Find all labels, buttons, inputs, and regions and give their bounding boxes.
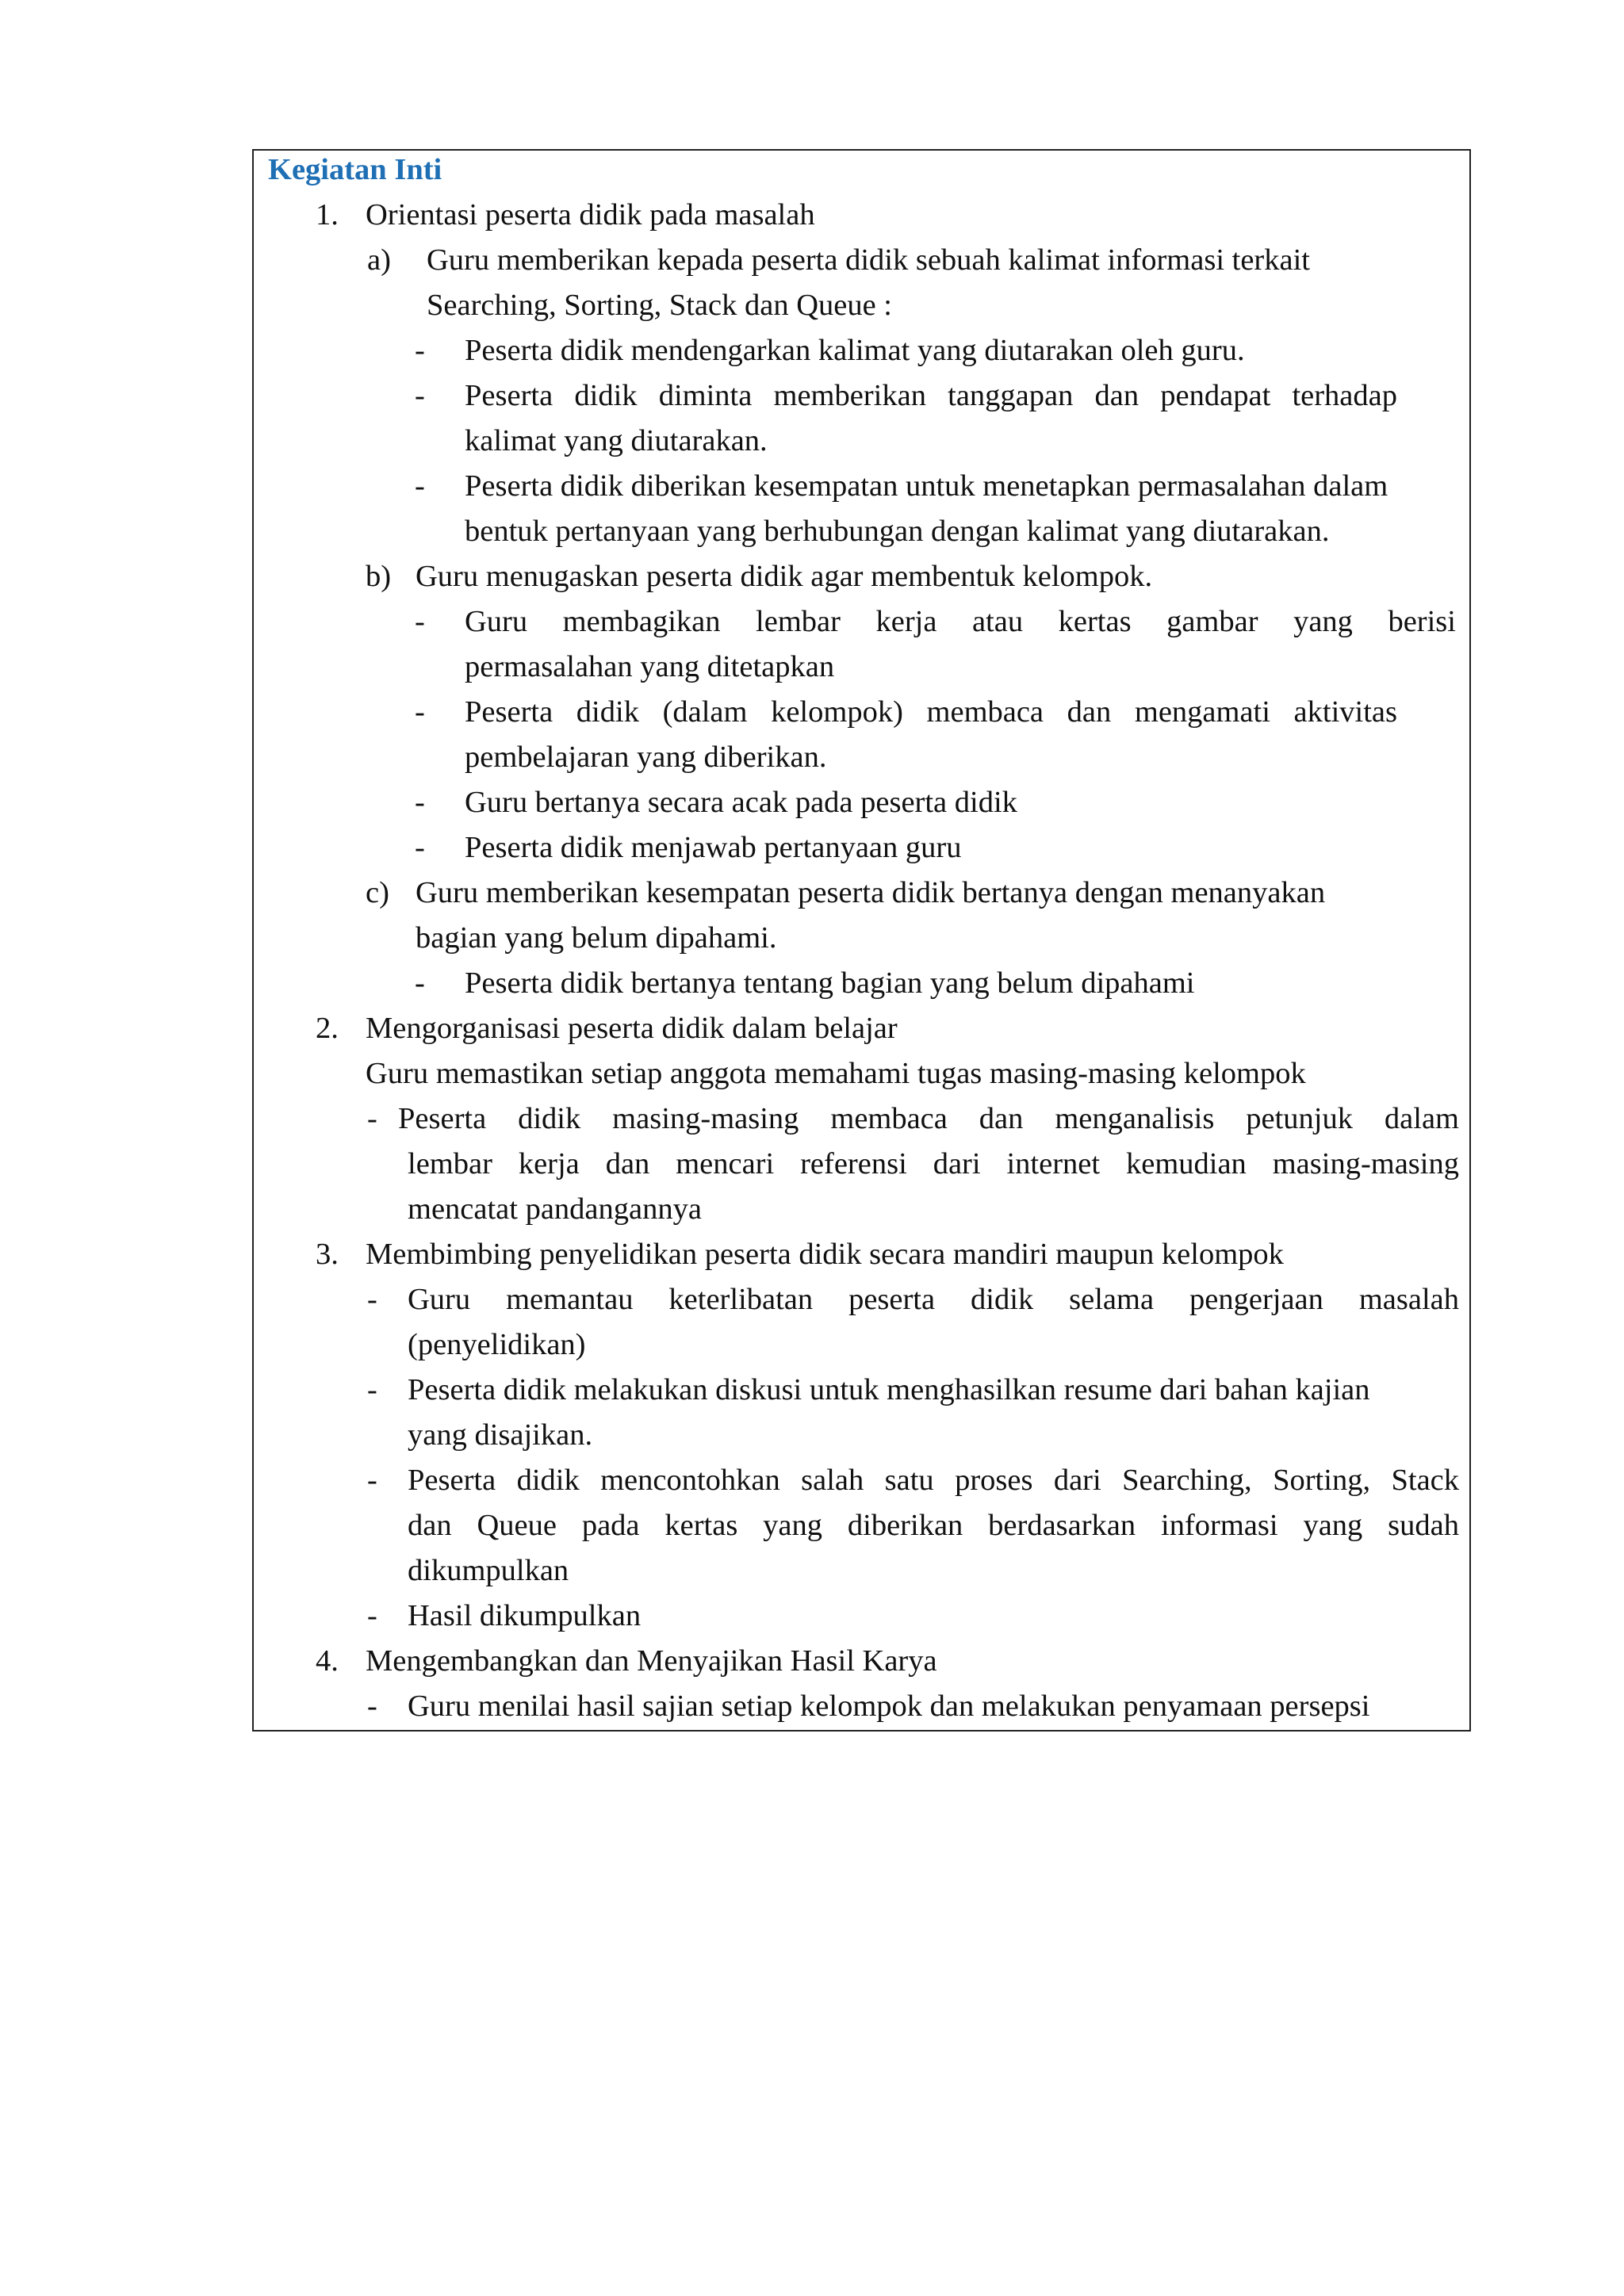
bullet-text-line: Peserta didik masing-masing membaca dan menganalisis petunjuk dalam (398, 1102, 1459, 1135)
step-3-number: 3. (316, 1238, 339, 1271)
sub-c-text-line: bagian yang belum dipahami. (416, 921, 777, 955)
bullet-text-line: dan Queue pada kertas yang diberikan berdasarkan informasi yang sudah (408, 1509, 1459, 1542)
bullet-text-line: Peserta didik bertanya tentang bagian yang belum dipahami (465, 966, 1195, 1000)
bullet-text-line: mencatat pandangannya (408, 1192, 702, 1226)
bullet-dash: - (367, 1373, 377, 1406)
bullet-dash: - (415, 605, 425, 638)
bullet-dash: - (367, 1283, 377, 1316)
bullet-dash: - (415, 379, 425, 412)
step-4-number: 4. (316, 1644, 339, 1678)
bullet-dash: - (367, 1599, 377, 1632)
bullet-text-line: (penyelidikan) (408, 1328, 586, 1361)
bullet-text-line: Peserta didik (dalam kelompok) membaca dan mengamati aktivitas (465, 695, 1397, 729)
bullet-dash: - (367, 1102, 377, 1135)
bullet-text-line: Hasil dikumpulkan (408, 1599, 642, 1632)
bullet-text-line: bentuk pertanyaan yang berhubungan dengan kalimat yang diutarakan. (465, 515, 1330, 548)
step-1-title: Orientasi peserta didik pada masalah (366, 198, 815, 232)
sub-c-letter: c) (366, 876, 389, 909)
bullet-dash: - (415, 469, 425, 503)
step-2-title: Mengorganisasi peserta didik dalam belajar (366, 1012, 898, 1045)
sub-a-text-line: Searching, Sorting, Stack dan Queue : (427, 289, 892, 322)
bullet-text-line: permasalahan yang ditetapkan (465, 650, 835, 683)
sub-a-letter: a) (367, 243, 391, 277)
step-1-number: 1. (316, 198, 339, 232)
step-3-title: Membimbing penyelidikan peserta didik secara mandiri maupun kelompok (366, 1238, 1284, 1271)
bullet-text-line: pembelajaran yang diberikan. (465, 740, 827, 774)
bullet-dash: - (367, 1464, 377, 1497)
bullet-text-line: Guru menilai hasil sajian setiap kelompok dan melakukan penyamaan persepsi (408, 1689, 1370, 1723)
sub-c-text-line: Guru memberikan kesempatan peserta didik bertanya dengan menanyakan (416, 876, 1326, 909)
bullet-text-line: Peserta didik menjawab pertanyaan guru (465, 831, 962, 864)
bullet-text-line: Peserta didik mencontohkan salah satu proses dari Searching, Sorting, Stack (408, 1464, 1459, 1497)
bullet-text-line: Guru memantau keterlibatan peserta didik selama pengerjaan masalah (408, 1283, 1459, 1316)
bullet-text-line: yang disajikan. (408, 1418, 593, 1452)
bullet-text-line: Peserta didik melakukan diskusi untuk menghasilkan resume dari bahan kajian (408, 1373, 1370, 1406)
bullet-dash: - (367, 1689, 377, 1723)
bullet-dash: - (415, 831, 425, 864)
step-2-text: Guru memastikan setiap anggota memahami tugas masing-masing kelompok (366, 1057, 1306, 1090)
bullet-text-line: Peserta didik diberikan kesempatan untuk menetapkan permasalahan dalam (465, 469, 1388, 503)
bullet-text-line: Guru bertanya secara acak pada peserta didik (465, 786, 1017, 819)
bullet-text-line: kalimat yang diutarakan. (465, 424, 768, 457)
step-2-number: 2. (316, 1012, 339, 1045)
sub-b-letter: b) (366, 560, 392, 593)
bullet-text-line: Peserta didik diminta memberikan tanggapan dan pendapat terhadap (465, 379, 1397, 412)
sub-b-text-line: Guru menugaskan peserta didik agar membentuk kelompok. (416, 560, 1153, 593)
bullet-dash: - (415, 966, 425, 1000)
sub-a-text-line: Guru memberikan kepada peserta didik sebuah kalimat informasi terkait (427, 243, 1310, 277)
bullet-text-line: Guru membagikan lembar kerja atau kertas gambar yang berisi (465, 605, 1456, 638)
bullet-dash: - (415, 695, 425, 729)
bullet-dash: - (415, 786, 425, 819)
bullet-text-line: dikumpulkan (408, 1554, 569, 1587)
bullet-text-line: lembar kerja dan mencari referensi dari internet kemudian masing-masing (408, 1147, 1459, 1181)
step-4-title: Mengembangkan dan Menyajikan Hasil Karya (366, 1644, 937, 1678)
bullet-text-line: Peserta didik mendengarkan kalimat yang diutarakan oleh guru. (465, 334, 1245, 367)
bullet-dash: - (415, 334, 425, 367)
section-title: Kegiatan Inti (268, 153, 442, 186)
